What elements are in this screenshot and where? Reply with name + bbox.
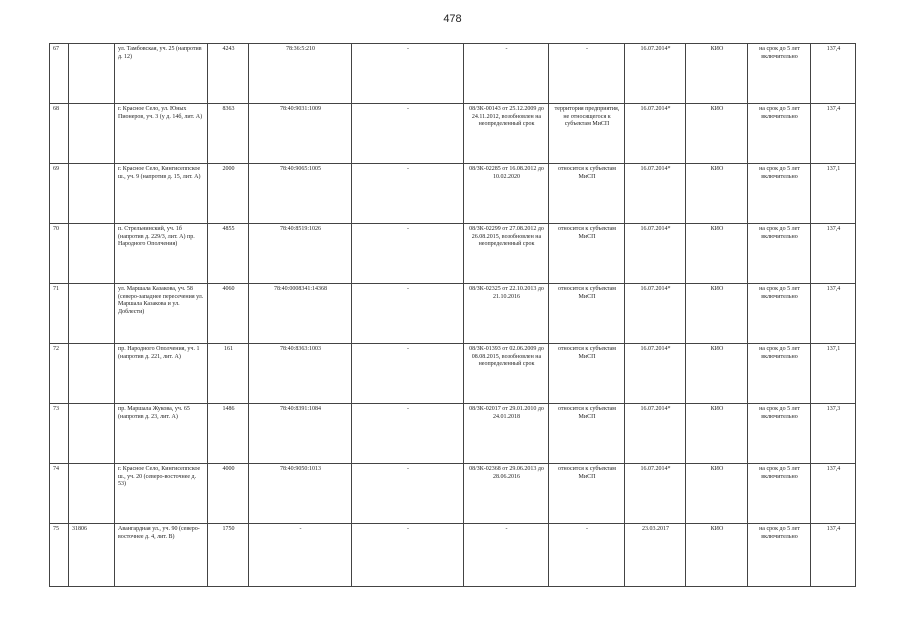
rate-cell: 137,1 [811,344,856,404]
table-row [50,344,856,404]
date-cell: 23.03.2017 [625,524,686,587]
cadastral-number-cell: 78:40:0008341:14368 [249,284,352,344]
organization-cell: КИО [686,404,748,464]
date-cell: 16.07.2014* [625,404,686,464]
sme-status-cell: - [549,524,625,587]
page-number: 478 [443,13,462,25]
lease-contract-cell: 08/ЗК-02285 от 16.08.2012 до 10.02.2020 [464,164,549,224]
dash-cell: - [352,464,464,524]
dash-cell: - [352,404,464,464]
date-cell: 16.07.2014* [625,104,686,164]
row-number-cell: 68 [50,104,69,164]
cadastral-number-cell: 78:40:9065:1005 [249,164,352,224]
sme-status-cell: относится к субъектам МиСП [549,404,625,464]
object-code-cell [69,344,115,404]
organization-cell: КИО [686,104,748,164]
lease-term-cell: на срок до 5 лет включительно [748,524,811,587]
address-cell: г. Красное Село, Кингисеппское ш., уч. 20 (северо-восточнее д. 53) [115,464,208,524]
table-body [50,44,856,587]
date-cell: 16.07.2014* [625,284,686,344]
object-code-cell [69,464,115,524]
lease-term-cell: на срок до 5 лет включительно [748,464,811,524]
lease-contract-cell: 08/ЗК-02368 от 29.06.2013 до 28.06.2016 [464,464,549,524]
row-number-cell: 67 [50,44,69,104]
object-code-cell [69,104,115,164]
rate-cell: 137,3 [811,404,856,464]
area-cell: 4000 [208,464,249,524]
area-cell: 4855 [208,224,249,284]
organization-cell: КИО [686,284,748,344]
lease-term-cell: на срок до 5 лет включительно [748,104,811,164]
sme-status-cell: территория предприятия, не относящегося к субъектам МиСП [549,104,625,164]
lease-term-cell: на срок до 5 лет включительно [748,224,811,284]
organization-cell: КИО [686,224,748,284]
cadastral-number-cell: 78:40:8391:1084 [249,404,352,464]
rate-cell: 137,4 [811,44,856,104]
dash-cell: - [352,344,464,404]
table-row [50,224,856,284]
address-cell: п. Стрельнинский, уч. 1б (напротив д. 229/3, лит. А) пр. Народного Ополчения) [115,224,208,284]
area-cell: 4060 [208,284,249,344]
table-row [50,524,856,587]
organization-cell: КИО [686,44,748,104]
land-plot-registry-table [49,43,856,587]
table-row [50,44,856,104]
rate-cell: 137,4 [811,224,856,284]
organization-cell: КИО [686,164,748,224]
rate-cell: 137,4 [811,524,856,587]
table-row [50,404,856,464]
object-code-cell: 31806 [69,524,115,587]
date-cell: 16.07.2014* [625,464,686,524]
table-row [50,164,856,224]
row-number-cell: 75 [50,524,69,587]
row-number-cell: 69 [50,164,69,224]
address-cell: ул. Тамбовская, уч. 25 (напротив д. 12) [115,44,208,104]
lease-term-cell: на срок до 5 лет включительно [748,44,811,104]
object-code-cell [69,44,115,104]
address-cell: Авангардная ул., уч. 90 (северо-восточнее д. 4, лит. В) [115,524,208,587]
object-code-cell [69,224,115,284]
cadastral-number-cell: 78:40:8363:1003 [249,344,352,404]
area-cell: 161 [208,344,249,404]
dash-cell: - [352,44,464,104]
address-cell: пр. Народного Ополчения, уч. 1 (напротив д. 221, лит. А) [115,344,208,404]
organization-cell: КИО [686,524,748,587]
row-number-cell: 72 [50,344,69,404]
sme-status-cell: относится к субъектам МиСП [549,164,625,224]
lease-term-cell: на срок до 5 лет включительно [748,344,811,404]
area-cell: 1750 [208,524,249,587]
rate-cell: 137,4 [811,104,856,164]
row-number-cell: 70 [50,224,69,284]
dash-cell: - [352,224,464,284]
dash-cell: - [352,164,464,224]
dash-cell: - [352,104,464,164]
dash-cell: - [352,524,464,587]
row-number-cell: 74 [50,464,69,524]
object-code-cell [69,284,115,344]
rate-cell: 137,4 [811,284,856,344]
organization-cell: КИО [686,344,748,404]
lease-contract-cell: 08/ЗК-00143 от 25.12.2009 до 24.11.2012, возобновлен на неопределенный срок [464,104,549,164]
row-number-cell: 71 [50,284,69,344]
lease-term-cell: на срок до 5 лет включительно [748,164,811,224]
date-cell: 16.07.2014* [625,164,686,224]
cadastral-number-cell: 78:36:5:210 [249,44,352,104]
address-cell: пр. Маршала Жукова, уч. 65 (напротив д. 23, лит. А) [115,404,208,464]
sme-status-cell: относится к субъектам МиСП [549,284,625,344]
lease-contract-cell: 08/ЗК-01393 от 02.06.2009 до 08.08.2015, возобновлен на неопределенный срок [464,344,549,404]
lease-term-cell: на срок до 5 лет включительно [748,284,811,344]
object-code-cell [69,404,115,464]
organization-cell: КИО [686,464,748,524]
table-row [50,464,856,524]
sme-status-cell: относится к субъектам МиСП [549,344,625,404]
address-cell: г. Красное Село, ул. Юных Пионеров, уч. 3 (у д. 14б, лит. А) [115,104,208,164]
sme-status-cell: - [549,44,625,104]
date-cell: 16.07.2014* [625,224,686,284]
area-cell: 4243 [208,44,249,104]
cadastral-number-cell: 78:40:9031:1009 [249,104,352,164]
date-cell: 16.07.2014* [625,344,686,404]
area-cell: 1486 [208,404,249,464]
cadastral-number-cell: 78:40:9050:1013 [249,464,352,524]
lease-term-cell: на срок до 5 лет включительно [748,404,811,464]
area-cell: 2000 [208,164,249,224]
lease-contract-cell: 08/ЗК-02017 от 29.01.2010 до 24.01.2018 [464,404,549,464]
sme-status-cell: относится к субъектам МиСП [549,464,625,524]
address-cell: г. Красное Село, Кингисеппское ш., уч. 9 (напротив д. 15, лит. А) [115,164,208,224]
rate-cell: 137,4 [811,464,856,524]
table-row [50,104,856,164]
lease-contract-cell: 08/ЗК-02325 от 22.10.2013 до 21.10.2016 [464,284,549,344]
rate-cell: 137,1 [811,164,856,224]
dash-cell: - [352,284,464,344]
cadastral-number-cell: 78:40:8519:1026 [249,224,352,284]
table-row [50,284,856,344]
cadastral-number-cell: - [249,524,352,587]
row-number-cell: 73 [50,404,69,464]
lease-contract-cell: - [464,524,549,587]
lease-contract-cell: - [464,44,549,104]
lease-contract-cell: 08/ЗК-02299 от 27.08.2012 до 26.08.2015, возобновлен на неопределенный срок [464,224,549,284]
address-cell: ул. Маршала Казакова, уч. 58 (северо-западнее пересечения ул. Маршала Казакова и ул. Доблести) [115,284,208,344]
area-cell: 8363 [208,104,249,164]
sme-status-cell: относится к субъектам МиСП [549,224,625,284]
object-code-cell [69,164,115,224]
date-cell: 16.07.2014* [625,44,686,104]
